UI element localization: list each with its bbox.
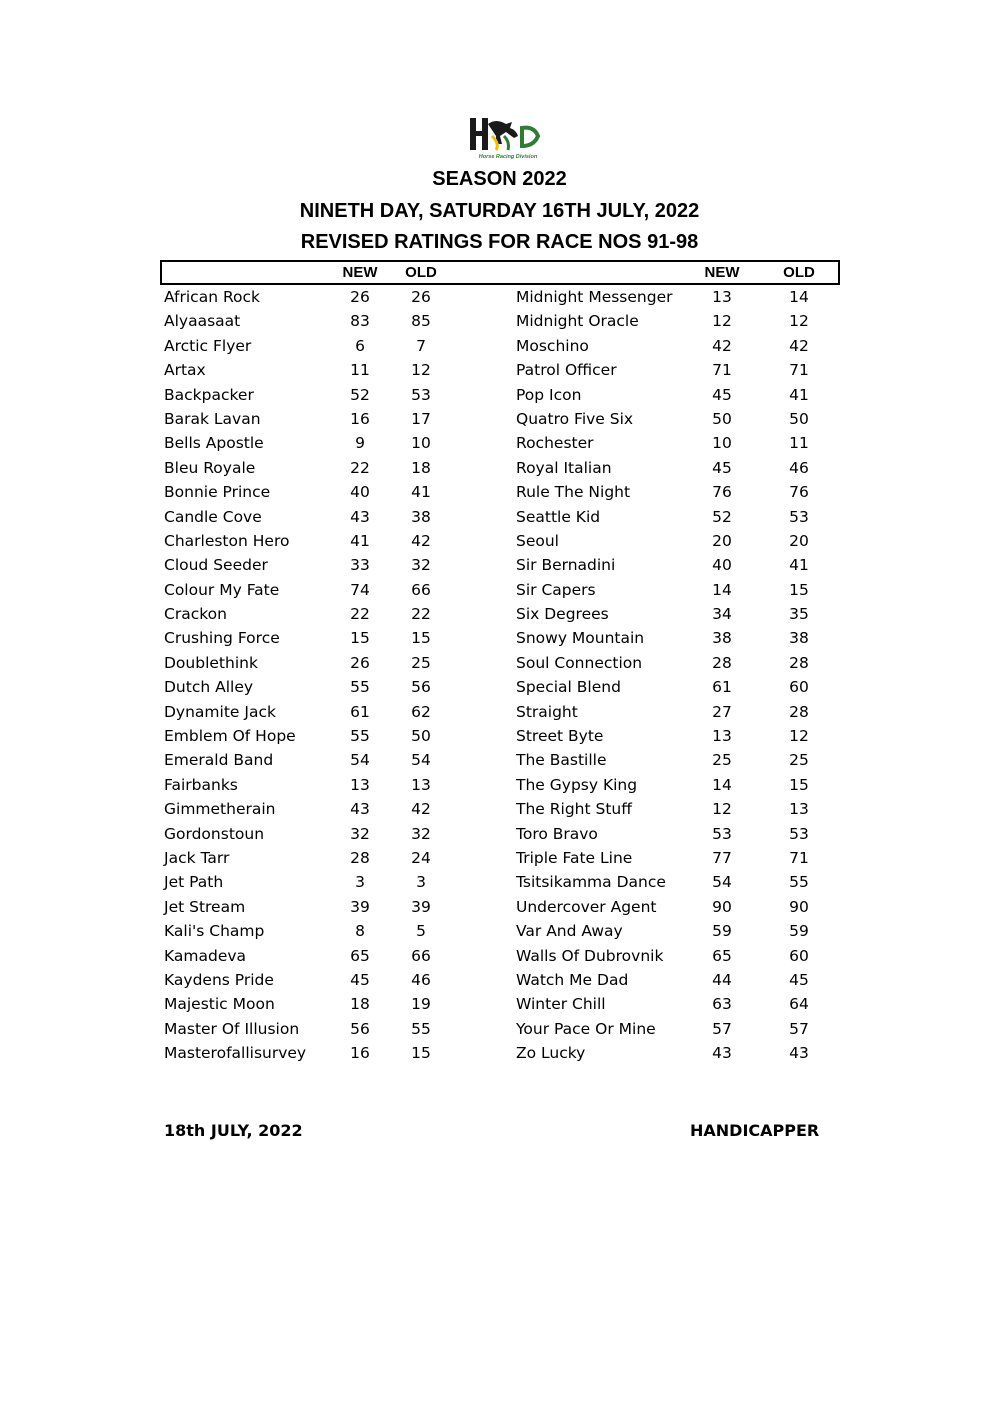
ratings-table (0, 286, 999, 1067)
horse-name: Zo Lucky (516, 1044, 586, 1063)
old-rating: 42 (411, 800, 431, 819)
horse-name: Var And Away (516, 922, 623, 941)
horse-name: Artax (164, 361, 206, 380)
table-row (0, 676, 999, 700)
new-rating: 83 (350, 312, 370, 331)
season-title: SEASON 2022 (432, 168, 567, 190)
old-rating: 32 (411, 556, 431, 575)
horse-name: Masterofallisurvey (164, 1044, 307, 1063)
old-rating: 59 (789, 922, 809, 941)
horse-name: Jet Path (164, 873, 224, 892)
new-column-header-right: NEW (704, 264, 740, 281)
new-rating: 16 (350, 409, 370, 428)
new-rating: 39 (350, 897, 370, 916)
old-column-header-left: OLD (405, 264, 437, 281)
old-rating: 12 (789, 727, 809, 746)
horse-name: Emerald Band (164, 751, 274, 770)
horse-name: Colour My Fate (164, 580, 280, 599)
horse-name: Master Of Illusion (164, 1019, 300, 1038)
old-rating: 43 (789, 1044, 809, 1063)
new-rating: 28 (350, 848, 370, 867)
horse-name: Straight (516, 702, 578, 721)
new-rating: 15 (350, 629, 370, 648)
old-rating: 42 (411, 531, 431, 550)
new-rating: 22 (350, 605, 370, 624)
horse-name: Tsitsikamma Dance (516, 873, 666, 892)
old-rating: 41 (411, 483, 431, 502)
horse-name: Rochester (516, 434, 594, 453)
old-rating: 5 (416, 922, 426, 941)
horse-name: Crushing Force (164, 629, 280, 648)
new-rating: 6 (355, 336, 365, 355)
old-rating: 46 (789, 458, 809, 477)
old-rating: 60 (789, 946, 809, 965)
horse-name: Triple Fate Line (516, 848, 633, 867)
horse-name: Undercover Agent (516, 897, 657, 916)
ratings-title: REVISED RATINGS FOR RACE NOS 91-98 (300, 231, 699, 253)
table-row (0, 408, 999, 432)
old-rating: 53 (789, 824, 809, 843)
old-rating: 10 (411, 434, 431, 453)
table-row (0, 847, 999, 871)
new-rating: 40 (712, 556, 732, 575)
old-rating: 7 (416, 336, 426, 355)
old-rating: 32 (411, 824, 431, 843)
table-row (0, 993, 999, 1017)
old-rating: 57 (789, 1019, 809, 1038)
old-rating: 60 (789, 678, 809, 697)
table-row (0, 701, 999, 725)
table-row (0, 457, 999, 481)
new-rating: 3 (355, 873, 365, 892)
horse-name: Crackon (164, 605, 227, 624)
table-row (0, 774, 999, 798)
new-rating: 45 (712, 385, 732, 404)
old-rating: 28 (789, 702, 809, 721)
old-rating: 26 (411, 288, 431, 306)
new-rating: 90 (712, 897, 732, 916)
footer-date: 18th JULY, 2022 (164, 1121, 303, 1140)
old-rating: 20 (789, 531, 809, 550)
horse-name: Toro Bravo (516, 824, 598, 843)
old-rating: 15 (789, 775, 809, 794)
old-rating: 13 (789, 800, 809, 819)
horse-name: Sir Bernadini (516, 556, 616, 575)
old-rating: 54 (411, 751, 431, 770)
new-rating: 52 (712, 507, 732, 526)
table-row (0, 286, 999, 310)
old-rating: 12 (411, 361, 431, 380)
table-row (0, 945, 999, 969)
new-rating: 27 (712, 702, 732, 721)
horse-name: Fairbanks (164, 775, 238, 794)
new-rating: 34 (712, 605, 732, 624)
table-row (0, 627, 999, 651)
horse-name: Bonnie Prince (164, 483, 271, 502)
horse-name: Gordonstoun (164, 824, 265, 843)
old-rating: 3 (416, 873, 426, 892)
new-rating: 13 (350, 775, 370, 794)
new-rating: 32 (350, 824, 370, 843)
table-row (0, 1042, 999, 1066)
table-row (0, 335, 999, 359)
table-row (0, 310, 999, 334)
horse-name: Barak Lavan (164, 409, 261, 428)
new-rating: 22 (350, 458, 370, 477)
new-rating: 40 (350, 483, 370, 502)
horse-name: Watch Me Dad (516, 970, 629, 989)
horse-name: Emblem Of Hope (164, 727, 296, 746)
horse-name: Special Blend (516, 678, 621, 697)
new-rating: 50 (712, 409, 732, 428)
old-rating: 45 (789, 970, 809, 989)
old-rating: 25 (789, 751, 809, 770)
horse-name: Cloud Seeder (164, 556, 268, 575)
new-rating: 53 (712, 824, 732, 843)
old-rating: 38 (411, 507, 431, 526)
old-rating: 55 (411, 1019, 431, 1038)
new-rating: 44 (712, 970, 732, 989)
horse-name: Midnight Messenger (516, 288, 673, 306)
old-rating: 64 (789, 995, 809, 1014)
new-rating: 59 (712, 922, 732, 941)
table-row (0, 798, 999, 822)
horse-name: Six Degrees (516, 605, 609, 624)
horse-name: The Right Stuff (516, 800, 632, 819)
horse-name: Winter Chill (516, 995, 606, 1014)
old-rating: 39 (411, 897, 431, 916)
old-rating: 71 (789, 848, 809, 867)
table-row (0, 920, 999, 944)
old-rating: 38 (789, 629, 809, 648)
new-rating: 11 (350, 361, 370, 380)
new-rating: 16 (350, 1044, 370, 1063)
horse-name: Patrol Officer (516, 361, 617, 380)
table-row (0, 530, 999, 554)
new-rating: 14 (712, 580, 732, 599)
old-rating: 18 (411, 458, 431, 477)
logo-caption: Horse Racing Division (478, 154, 538, 160)
new-column-header-left: NEW (342, 264, 378, 281)
horse-name: Quatro Five Six (516, 409, 634, 428)
new-rating: 10 (712, 434, 732, 453)
new-rating: 43 (350, 800, 370, 819)
old-column-header-right: OLD (783, 264, 815, 281)
new-rating: 61 (712, 678, 732, 697)
new-rating: 55 (350, 727, 370, 746)
new-rating: 13 (712, 727, 732, 746)
horse-name: Kamadeva (164, 946, 247, 965)
table-row (0, 506, 999, 530)
horse-name: Your Pace Or Mine (516, 1019, 656, 1038)
new-rating: 55 (350, 678, 370, 697)
new-rating: 13 (712, 288, 732, 306)
horse-rider-logo-icon (466, 114, 550, 156)
old-rating: 66 (411, 946, 431, 965)
new-rating: 41 (350, 531, 370, 550)
new-rating: 43 (350, 507, 370, 526)
old-rating: 90 (789, 897, 809, 916)
new-rating: 77 (712, 848, 732, 867)
old-rating: 85 (411, 312, 431, 331)
horse-name: Snowy Mountain (516, 629, 645, 648)
old-rating: 25 (411, 653, 431, 672)
old-rating: 35 (789, 605, 809, 624)
horse-name: The Gypsy King (516, 775, 638, 794)
table-row (0, 579, 999, 603)
old-rating: 53 (789, 507, 809, 526)
old-rating: 13 (411, 775, 431, 794)
old-rating: 71 (789, 361, 809, 380)
horse-name: Seattle Kid (516, 507, 601, 526)
new-rating: 18 (350, 995, 370, 1014)
horse-name: Candle Cove (164, 507, 262, 526)
old-rating: 22 (411, 605, 431, 624)
new-rating: 74 (350, 580, 370, 599)
old-rating: 56 (411, 678, 431, 697)
hrd-logo (466, 114, 550, 164)
old-rating: 11 (789, 434, 809, 453)
horse-name: Dutch Alley (164, 678, 254, 697)
horse-name: Royal Italian (516, 458, 612, 477)
old-rating: 53 (411, 385, 431, 404)
race-day-title: NINETH DAY, SATURDAY 16TH JULY, 2022 (299, 200, 700, 222)
new-rating: 45 (350, 970, 370, 989)
old-rating: 41 (789, 556, 809, 575)
new-rating: 20 (712, 531, 732, 550)
old-rating: 66 (411, 580, 431, 599)
old-rating: 24 (411, 848, 431, 867)
horse-name: Sir Capers (516, 580, 596, 599)
old-rating: 14 (789, 288, 809, 306)
old-rating: 41 (789, 385, 809, 404)
horse-name: Charleston Hero (164, 531, 290, 550)
old-rating: 50 (789, 409, 809, 428)
horse-name: Walls Of Dubrovnik (516, 946, 664, 965)
table-row (0, 359, 999, 383)
horse-name: Backpacker (164, 385, 254, 404)
table-row (0, 896, 999, 920)
horse-name: Moschino (516, 336, 589, 355)
old-rating: 15 (411, 1044, 431, 1063)
new-rating: 76 (712, 483, 732, 502)
horse-name: Street Byte (516, 727, 604, 746)
horse-name: Dynamite Jack (164, 702, 276, 721)
new-rating: 33 (350, 556, 370, 575)
new-rating: 65 (712, 946, 732, 965)
old-rating: 15 (789, 580, 809, 599)
horse-name: Rule The Night (516, 483, 631, 502)
new-rating: 57 (712, 1019, 732, 1038)
new-rating: 26 (350, 653, 370, 672)
table-row (0, 603, 999, 627)
new-rating: 25 (712, 751, 732, 770)
old-rating: 15 (411, 629, 431, 648)
horse-name: Kaydens Pride (164, 970, 274, 989)
horse-name: Bells Apostle (164, 434, 264, 453)
horse-name: Arctic Flyer (164, 336, 252, 355)
horse-name: Jack Tarr (164, 848, 230, 867)
new-rating: 8 (355, 922, 365, 941)
table-row (0, 481, 999, 505)
old-rating: 55 (789, 873, 809, 892)
horse-name: African Rock (164, 288, 261, 306)
old-rating: 46 (411, 970, 431, 989)
old-rating: 42 (789, 336, 809, 355)
old-rating: 50 (411, 727, 431, 746)
new-rating: 9 (355, 434, 365, 453)
table-row (0, 969, 999, 993)
old-rating: 76 (789, 483, 809, 502)
horse-name: Majestic Moon (164, 995, 275, 1014)
horse-name: Bleu Royale (164, 458, 256, 477)
horse-name: The Bastille (516, 751, 607, 770)
old-rating: 62 (411, 702, 431, 721)
new-rating: 42 (712, 336, 732, 355)
new-rating: 45 (712, 458, 732, 477)
new-rating: 54 (712, 873, 732, 892)
new-rating: 14 (712, 775, 732, 794)
table-row (0, 554, 999, 578)
table-row (0, 432, 999, 456)
old-rating: 17 (411, 409, 431, 428)
horse-name: Soul Connection (516, 653, 643, 672)
old-rating: 19 (411, 995, 431, 1014)
new-rating: 26 (350, 288, 370, 306)
new-rating: 61 (350, 702, 370, 721)
table-row (0, 725, 999, 749)
new-rating: 71 (712, 361, 732, 380)
table-row (0, 823, 999, 847)
new-rating: 28 (712, 653, 732, 672)
new-rating: 56 (350, 1019, 370, 1038)
horse-name: Alyaasaat (164, 312, 241, 331)
table-row (0, 384, 999, 408)
new-rating: 12 (712, 312, 732, 331)
footer-signature: HANDICAPPER (690, 1121, 820, 1140)
table-row (0, 749, 999, 773)
old-rating: 28 (789, 653, 809, 672)
horse-name: Gimmetherain (164, 800, 276, 819)
new-rating: 12 (712, 800, 732, 819)
horse-name: Doublethink (164, 653, 258, 672)
horse-name: Jet Stream (164, 897, 246, 916)
new-rating: 65 (350, 946, 370, 965)
new-rating: 54 (350, 751, 370, 770)
new-rating: 63 (712, 995, 732, 1014)
table-row (0, 1018, 999, 1042)
horse-name: Pop Icon (516, 385, 582, 404)
new-rating: 43 (712, 1044, 732, 1063)
horse-name: Midnight Oracle (516, 312, 639, 331)
table-row (0, 871, 999, 895)
horse-name: Seoul (516, 531, 559, 550)
horse-name: Kali's Champ (164, 922, 265, 941)
new-rating: 52 (350, 385, 370, 404)
table-row (0, 652, 999, 676)
new-rating: 38 (712, 629, 732, 648)
old-rating: 12 (789, 312, 809, 331)
